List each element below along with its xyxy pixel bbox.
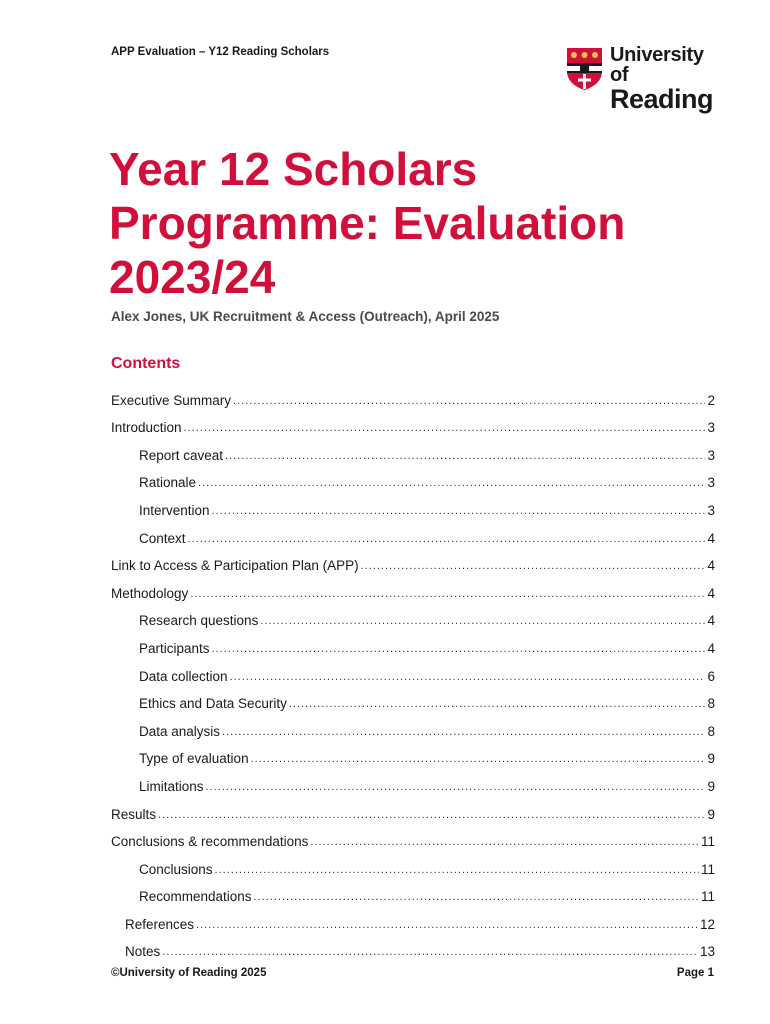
toc-entry[interactable] xyxy=(111,628,715,656)
document-subtitle: Alex Jones, UK Recruitment & Access (Outreach), April 2025 xyxy=(111,309,500,324)
toc-leader-dots xyxy=(289,698,706,710)
toc-leader-dots xyxy=(212,505,706,517)
running-header: APP Evaluation – Y12 Reading Scholars xyxy=(111,46,330,58)
toc-leader-dots xyxy=(212,643,706,655)
toc-entry[interactable] xyxy=(111,904,715,932)
toc-entry-label: Introduction xyxy=(111,420,182,436)
toc-leader-dots xyxy=(310,836,699,848)
toc-entry[interactable] xyxy=(111,794,715,822)
toc-entry-label: Intervention xyxy=(139,502,210,518)
toc-leader-dots xyxy=(260,615,705,627)
toc-entry[interactable] xyxy=(111,877,715,905)
toc-entry-label: Data collection xyxy=(139,668,228,684)
toc-entry-page: 9 xyxy=(707,806,715,822)
toc-entry-label: Recommendations xyxy=(139,889,252,905)
toc-entry[interactable] xyxy=(111,656,715,684)
toc-leader-dots xyxy=(158,809,705,821)
toc-entry-label: Notes xyxy=(125,944,161,960)
toc-entry-label: Results xyxy=(111,806,157,822)
toc-leader-dots xyxy=(162,946,698,958)
toc-entry-page: 3 xyxy=(707,502,715,518)
document-title xyxy=(109,142,709,304)
toc-entry-label: Ethics and Data Security xyxy=(139,696,287,712)
toc-entry-page: 12 xyxy=(699,916,715,932)
toc-entry-page: 4 xyxy=(707,640,715,656)
toc-entry[interactable] xyxy=(111,822,715,850)
table-of-contents xyxy=(111,380,715,959)
toc-leader-dots xyxy=(184,422,706,434)
toc-entry[interactable] xyxy=(111,573,715,601)
toc-leader-dots xyxy=(190,588,705,600)
toc-entry-page: 13 xyxy=(699,944,715,960)
toc-entry-label: References xyxy=(125,916,195,932)
toc-entry[interactable] xyxy=(111,463,715,491)
toc-entry-page: 6 xyxy=(707,668,715,684)
contents-heading: Contents xyxy=(111,355,181,372)
toc-entry[interactable] xyxy=(111,684,715,712)
toc-entry-page: 4 xyxy=(707,585,715,601)
toc-leader-dots xyxy=(188,533,706,545)
toc-entry-page: 9 xyxy=(707,751,715,767)
toc-entry-label: Type of evaluation xyxy=(139,751,249,767)
toc-entry[interactable] xyxy=(111,932,715,960)
toc-entry[interactable] xyxy=(111,380,715,408)
toc-entry-page: 3 xyxy=(707,420,715,436)
toc-entry[interactable] xyxy=(111,711,715,739)
toc-entry-page: 11 xyxy=(700,861,715,877)
logo-line1: University of xyxy=(610,44,704,86)
footer-copyright: ©University of Reading 2025 xyxy=(111,967,267,979)
toc-entry[interactable] xyxy=(111,435,715,463)
toc-entry[interactable] xyxy=(111,546,715,574)
toc-leader-dots xyxy=(215,864,699,876)
toc-entry-page: 11 xyxy=(700,889,715,905)
title-line2: Programme: Evaluation xyxy=(109,197,626,249)
toc-entry[interactable] xyxy=(111,739,715,767)
title-line3: 2023/24 xyxy=(109,251,276,303)
toc-entry-label: Participants xyxy=(139,640,210,656)
toc-entry-page: 4 xyxy=(707,613,715,629)
title-line1: Year 12 Scholars xyxy=(109,143,478,195)
university-logo[interactable] xyxy=(566,44,726,114)
toc-leader-dots xyxy=(225,450,705,462)
toc-leader-dots xyxy=(198,477,705,489)
toc-leader-dots xyxy=(222,726,705,738)
toc-entry-page: 11 xyxy=(700,834,715,850)
toc-leader-dots xyxy=(206,781,706,793)
toc-entry[interactable] xyxy=(111,766,715,794)
toc-entry-page: 8 xyxy=(707,723,715,739)
toc-entry[interactable] xyxy=(111,518,715,546)
toc-entry[interactable] xyxy=(111,408,715,436)
toc-leader-dots xyxy=(233,395,705,407)
toc-entry-label: Methodology xyxy=(111,585,189,601)
toc-entry-label: Conclusions & recommendations xyxy=(111,834,309,850)
toc-entry-page: 9 xyxy=(707,778,715,794)
toc-entry-label: Conclusions xyxy=(139,861,213,877)
footer-page-number: Page 1 xyxy=(676,967,714,979)
toc-entry[interactable] xyxy=(111,849,715,877)
toc-entry-page: 4 xyxy=(707,558,715,574)
toc-entry-label: Limitations xyxy=(139,778,204,794)
logo-line2: Reading xyxy=(610,84,714,114)
university-crest-icon xyxy=(566,47,603,91)
toc-entry-label: Executive Summary xyxy=(111,392,232,408)
toc-leader-dots xyxy=(254,891,699,903)
toc-entry[interactable] xyxy=(111,601,715,629)
toc-leader-dots xyxy=(230,671,706,683)
toc-entry-label: Data analysis xyxy=(139,723,221,739)
toc-entry-page: 4 xyxy=(707,530,715,546)
toc-entry-page: 2 xyxy=(707,392,715,408)
toc-entry-page: 3 xyxy=(707,447,715,463)
toc-entry-page: 8 xyxy=(707,696,715,712)
toc-entry-label: Link to Access & Participation Plan (APP) xyxy=(111,558,359,574)
toc-entry-label: Context xyxy=(139,530,186,546)
toc-entry-label: Research questions xyxy=(139,613,259,629)
toc-leader-dots xyxy=(251,753,706,765)
toc-entry-page: 3 xyxy=(707,475,715,491)
toc-leader-dots xyxy=(361,560,706,572)
toc-entry[interactable] xyxy=(111,490,715,518)
toc-entry-label: Report caveat xyxy=(139,447,224,463)
toc-entry-label: Rationale xyxy=(139,475,197,491)
toc-leader-dots xyxy=(196,919,698,931)
